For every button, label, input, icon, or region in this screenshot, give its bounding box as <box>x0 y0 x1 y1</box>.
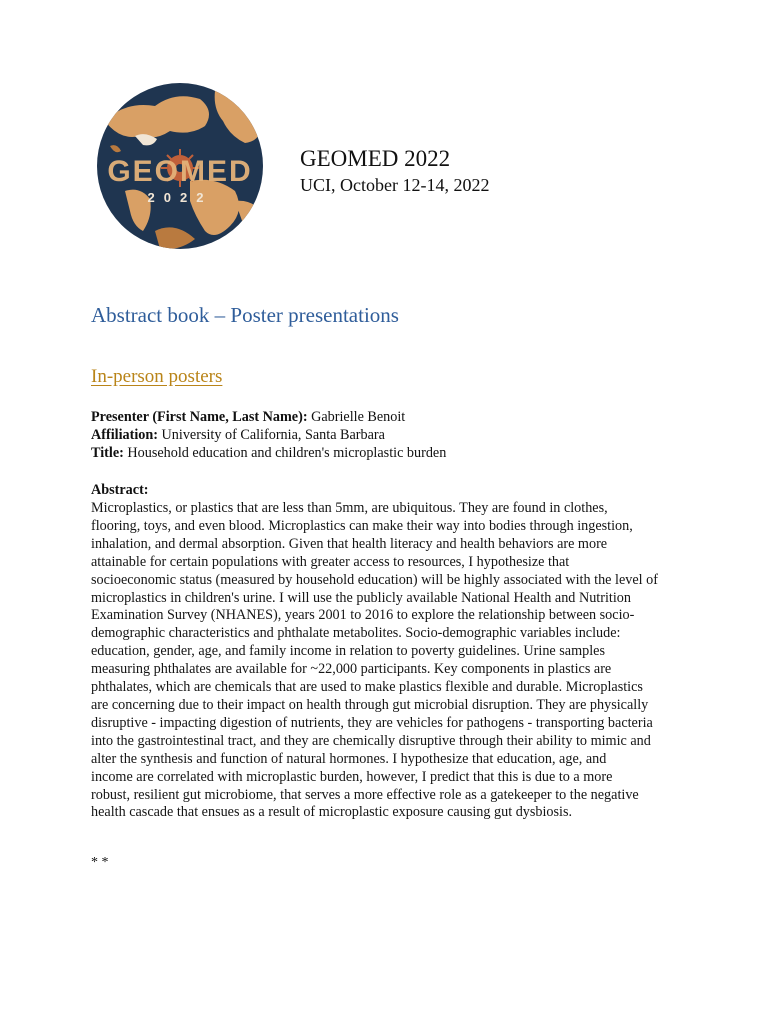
abstract-line: income are correlated with microplastic burden, however, I predict that this is due to a more <box>91 768 613 785</box>
presenter-details <box>91 408 691 462</box>
abstract-line: demographic characteristics and phthalate metabolites. Socio-demographic variables include: <box>91 625 621 642</box>
affiliation-label: Affiliation: <box>91 427 158 443</box>
abstract-label: Abstract: <box>91 482 149 498</box>
abstract-line: Microplastics, or plastics that are less than 5mm, are ubiquitous. They are found in clothes, <box>91 500 608 516</box>
abstract-line: disruptive - impacting digestion of nutrients, they are vehicles for pathogens - transporting bacteria <box>91 714 653 731</box>
abstract-line: alter the synthesis and function of natural hormones. I hypothesize that education, age, and <box>91 750 607 767</box>
book-heading: Abstract book – Poster presentations <box>91 303 399 327</box>
affiliation-value: University of California, Santa Barbara <box>161 427 385 443</box>
presenter-label: Presenter (First Name, Last Name): <box>91 409 308 425</box>
title-value: Household education and children's microplastic burden <box>127 445 447 461</box>
abstract-line: into the gastrointestinal tract, and they are chemically disruptive through their ability to mimic and <box>91 732 651 749</box>
abstract-line: socioeconomic status (measured by household education) will be highly associated with the level of <box>91 571 658 588</box>
abstract-line: flooring, toys, and even blood. Microplastics can make their way into bodies through ingestion, <box>91 517 633 534</box>
abstract-line: attainable for certain populations with greater access to resources, I hypothesize that <box>91 553 570 570</box>
abstract-line: health cascade that ensues as a result of microplastic exposure causing gut dysbiosis. <box>91 804 573 821</box>
abstract-line: measuring phthalates are available for ~22,000 participants. Key components in plastics are <box>91 661 612 678</box>
abstract-line: inhalation, and dermal absorption. Given that health literacy and health behaviors are more <box>91 535 608 552</box>
title-line <box>91 444 691 462</box>
logo-year: 2022 <box>147 190 213 205</box>
presenter-value: Gabrielle Benoit <box>311 409 406 425</box>
event-title: GEOMED 2022 <box>300 146 451 171</box>
section-heading: In-person posters <box>91 366 223 387</box>
presenter-line <box>91 408 691 426</box>
abstract-line: robust, resilient gut microbiome, that serves a more effective role as a gatekeeper to the negative <box>91 786 639 803</box>
abstract-line: phthalates, which are chemicals that are used to make plastics flexible and durable. Microplastics <box>91 679 643 696</box>
title-label: Title: <box>91 445 124 461</box>
abstract-line: microplastics in children's urine. I will use the publicly available National Health and Nutrition <box>91 589 631 606</box>
abstract-line: Examination Survey (NHANES), years 2001 to 2016 to explore the relationship between socio- <box>91 607 635 624</box>
abstract-line: are concerning due to their impact on health through gut microbial disruption. They are physically <box>91 696 649 713</box>
event-subtitle: UCI, October 12-14, 2022 <box>300 175 490 195</box>
geomed-logo <box>95 81 265 251</box>
affiliation-line <box>91 426 691 444</box>
section-separator: * * <box>91 855 109 870</box>
logo-wordmark-text: GEOMED <box>107 155 253 188</box>
abstract-line: education, gender, age, and family income in relation to poverty guidelines. Urine samples <box>91 643 605 660</box>
logo-wordmark <box>95 155 265 189</box>
abstract-body <box>91 500 691 822</box>
